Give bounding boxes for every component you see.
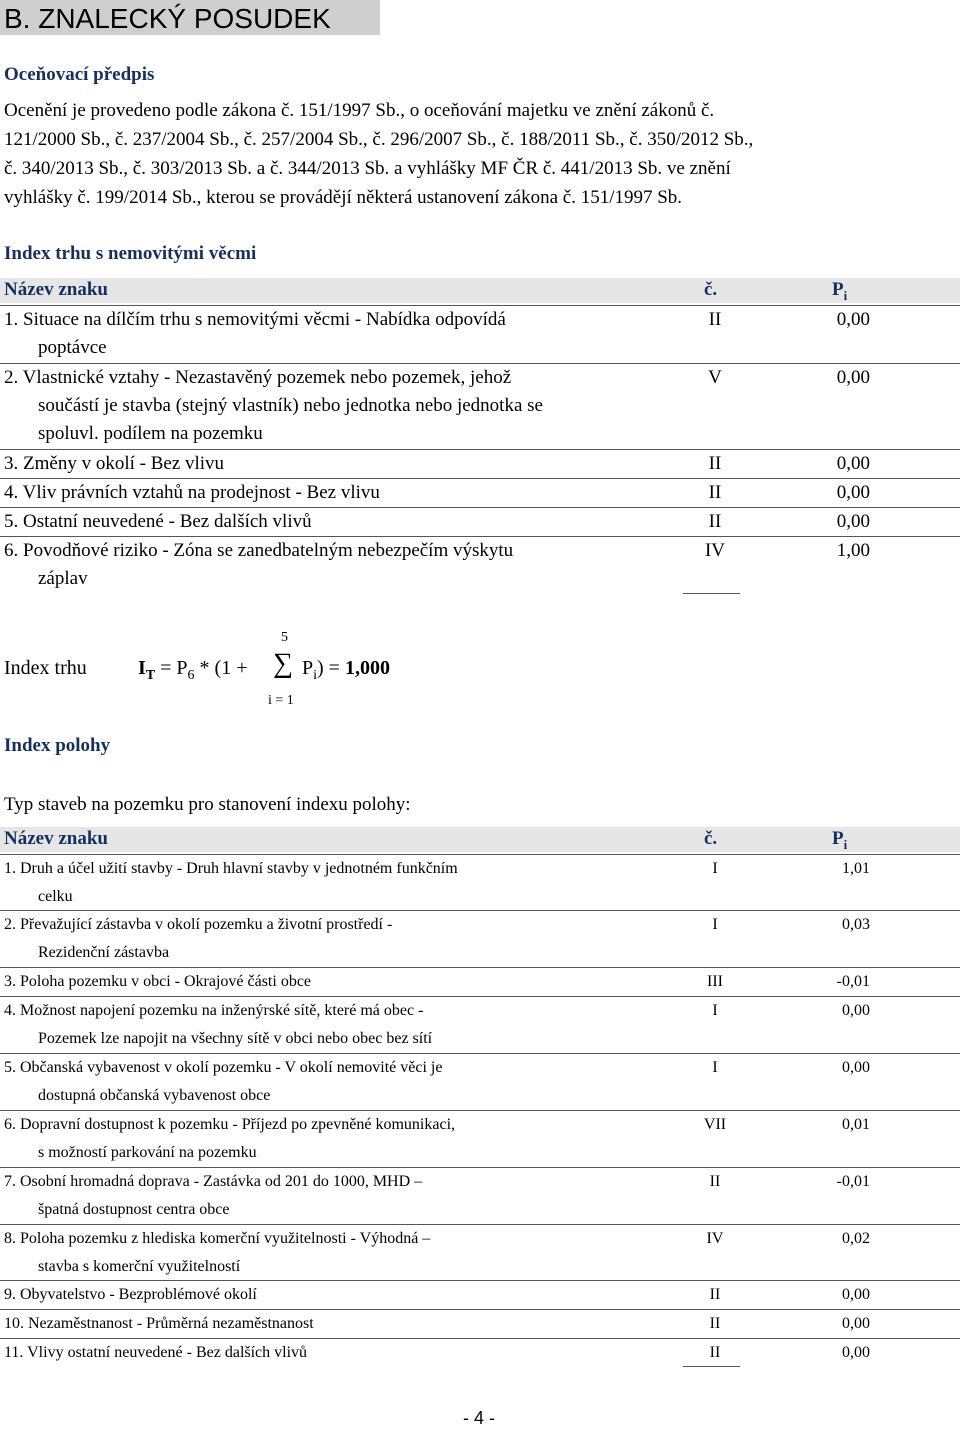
table-row xyxy=(0,536,960,593)
row-label: 10. Nezaměstnanost - Průměrná nezaměstnanost xyxy=(4,1315,314,1332)
row-value: 0,00 xyxy=(842,1344,870,1361)
row-value: -0,01 xyxy=(836,1173,870,1190)
row-value: 0,01 xyxy=(842,1116,870,1133)
row-label: 4. Možnost napojení pozemku na inženýrské sítě, které má obec - Pozemek lze napojit na všechny sítě v obci nebo obec bez sítí xyxy=(4,1002,433,1047)
valuation-line: Ocenění je provedeno podle zákona č. 151/1997 Sb., o oceňování majetku ve znění zákonů č. xyxy=(4,100,715,121)
row-class: II xyxy=(709,1344,721,1361)
row-label: 7. Osobní hromadná doprava - Zastávka od 201 do 1000, MHD – špatná dostupnost centra obce xyxy=(4,1173,423,1218)
row-value: 0,00 xyxy=(836,482,870,503)
table-row xyxy=(0,854,960,911)
row-label: 5. Ostatní neuvedené - Bez dalších vlivů xyxy=(4,511,312,532)
row-label: 3. Změny v okolí - Bez vlivu xyxy=(4,453,225,474)
table-end-line xyxy=(683,1366,740,1367)
row-value: 0,00 xyxy=(836,309,870,330)
header-name: Název znaku xyxy=(4,279,108,300)
row-value: 0,00 xyxy=(836,367,870,388)
row-label: 1. Druh a účel užití stavby - Druh hlavní stavby v jednotném funkčním celku xyxy=(4,860,458,905)
table-header xyxy=(0,827,960,852)
valuation-line: č. 340/2013 Sb., č. 303/2013 Sb. a č. 344/2013 Sb. a vyhlášky MF ČR č. 441/2013 Sb. ve znění xyxy=(4,158,731,179)
table-row xyxy=(0,1167,960,1224)
table-row xyxy=(0,1280,960,1309)
row-class: I xyxy=(712,1002,718,1019)
table-end-line xyxy=(683,593,740,594)
valuation-title: Oceňovací předpis xyxy=(4,64,155,85)
document-heading: B. ZNALECKÝ POSUDEK xyxy=(0,0,380,35)
row-value: 0,00 xyxy=(842,1002,870,1019)
row-value: 1,00 xyxy=(836,540,870,561)
row-class: I xyxy=(712,1059,718,1076)
row-class: I xyxy=(712,860,718,877)
table-row xyxy=(0,1309,960,1338)
row-class: I xyxy=(712,916,718,933)
row-class: IV xyxy=(706,1230,724,1247)
row-label: 5. Občanská vybavenost v okolí pozemku - V okolí nemovité věci je dostupná občanská vybavenost obce xyxy=(4,1059,443,1104)
row-class: V xyxy=(708,367,722,388)
location-index-subtitle: Typ staveb na pozemku pro stanovení indexu polohy: xyxy=(4,794,411,815)
row-label: 1. Situace na dílčím trhu s nemovitými věcmi - Nabídka odpovídá poptávce xyxy=(4,309,506,358)
table-row xyxy=(0,1053,960,1110)
formula-result: $P_i) = 1,000$ xyxy=(302,657,390,683)
table-row xyxy=(0,996,960,1053)
header-name: Název znaku xyxy=(4,828,108,849)
table-row xyxy=(0,1110,960,1167)
row-class: II xyxy=(708,511,722,532)
table-row xyxy=(0,478,960,507)
header-c: č. xyxy=(704,279,718,300)
header-p: $P_i$ xyxy=(832,828,848,852)
row-value: 0,00 xyxy=(842,1315,870,1332)
formula-label: Index trhu xyxy=(4,657,87,679)
row-class: II xyxy=(709,1315,721,1332)
row-value: 0,00 xyxy=(836,511,870,532)
market-index-title: Index trhu s nemovitými věcmi xyxy=(4,243,257,264)
row-value: 0,00 xyxy=(842,1059,870,1076)
table-row xyxy=(0,967,960,996)
table-row xyxy=(0,1224,960,1281)
row-class: IV xyxy=(704,540,726,561)
table-row xyxy=(0,910,960,967)
row-value: 0,03 xyxy=(842,916,870,933)
page-number: - 4 - xyxy=(463,1408,496,1428)
row-value: 0,00 xyxy=(842,1286,870,1303)
row-label: 2. Převažující zástavba v okolí pozemku a životní prostředí - Rezidenční zástavba xyxy=(4,916,393,961)
location-index-title: Index polohy xyxy=(4,735,111,756)
row-label: 3. Poloha pozemku v obci - Okrajové části obce xyxy=(4,973,312,990)
row-label: 6. Dopravní dostupnost k pozemku - Příjezd po zpevněné komunikaci, s možností parkování na pozemku xyxy=(4,1116,456,1161)
sum-sign: ∑ xyxy=(273,648,293,679)
row-class: II xyxy=(708,453,722,474)
row-label: 2. Vlastnické vztahy - Nezastavěný pozemek nebo pozemek, jehož součástí je stavba (stejný vlastník) nebo jednotka nebo jednotka se spoluvl. podílem na pozemku xyxy=(4,367,543,444)
row-label: 8. Poloha pozemku z hlediska komerční využitelnosti - Výhodná – stavba s komerční využitelností xyxy=(4,1230,431,1275)
table-header xyxy=(0,278,960,303)
row-label: 4. Vliv právních vztahů na prodejnost - Bez vlivu xyxy=(4,482,380,503)
row-class: II xyxy=(708,482,722,503)
valuation-line: vyhlášky č. 199/2014 Sb., kterou se provádějí některá ustanovení zákona č. 151/1997 Sb. xyxy=(4,187,683,208)
row-class: II xyxy=(709,1286,721,1303)
row-value: -0,01 xyxy=(836,973,870,990)
sum-upper-limit: 5 xyxy=(281,630,288,645)
row-class: II xyxy=(709,1173,721,1190)
header-c: č. xyxy=(704,828,718,849)
row-value: 0,00 xyxy=(836,453,870,474)
table-row xyxy=(0,1338,960,1367)
row-label: 9. Obyvatelstvo - Bezproblémové okolí xyxy=(4,1286,257,1303)
row-class: VII xyxy=(703,1116,727,1133)
formula-expression: $I_T = P_6 * (1$ + xyxy=(138,657,248,683)
table-row xyxy=(0,363,960,448)
table-row xyxy=(0,507,960,536)
row-class: III xyxy=(707,973,723,990)
row-value: 1,01 xyxy=(842,860,870,877)
row-value: 0,02 xyxy=(842,1230,870,1247)
table-row xyxy=(0,305,960,362)
header-p: $P_i$ xyxy=(832,279,848,303)
sum-lower-limit: i = 1 xyxy=(268,693,294,708)
valuation-line: 121/2000 Sb., č. 237/2004 Sb., č. 257/2004 Sb., č. 296/2007 Sb., č. 188/2011 Sb., č. 350/2012 Sb., xyxy=(4,129,754,150)
row-label: 11. Vlivy ostatní neuvedené - Bez dalších vlivů xyxy=(4,1344,308,1361)
row-label: 6. Povodňové riziko - Zóna se zanedbatelným nebezpečím výskytu záplav xyxy=(4,540,514,589)
row-class: II xyxy=(708,309,722,330)
table-row xyxy=(0,449,960,478)
